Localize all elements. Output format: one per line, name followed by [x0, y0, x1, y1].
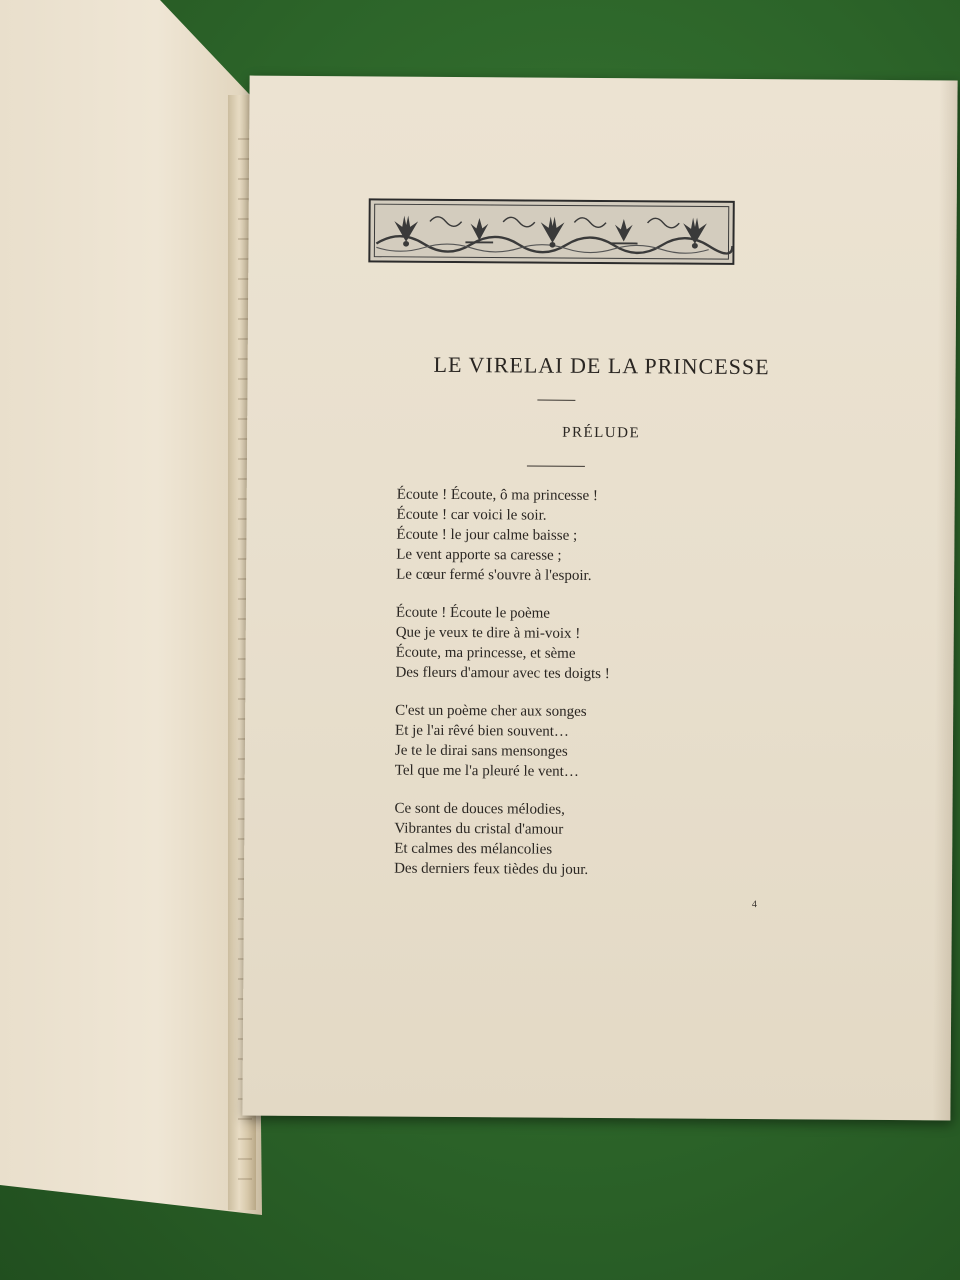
- left-book-page: [0, 0, 262, 1215]
- verse-line: Des fleurs d'amour avec tes doigts !: [395, 664, 610, 683]
- verse-line: Ce sont de douces mélodies,: [394, 800, 565, 818]
- verse-line: Et je l'ai rêvé bien souvent…: [395, 722, 570, 740]
- verse-line: Le cœur fermé s'ouvre à l'espoir.: [396, 566, 592, 584]
- verse-line: Que je veux te dire à mi-voix !: [395, 624, 581, 642]
- verse-line: Et calmes des mélancolies: [394, 840, 553, 858]
- verse-line: Vibrantes du cristal d'amour: [394, 820, 564, 838]
- verse-line: C'est un poème cher aux songes: [395, 702, 587, 720]
- subtitle-rule: [527, 465, 585, 466]
- verse-line: Je te le dirai sans mensonges: [394, 742, 568, 760]
- stanza: [394, 799, 715, 881]
- verse-line: Écoute ! Écoute le poème: [395, 604, 551, 622]
- poem-body: [394, 485, 717, 899]
- verse-line: Écoute ! le jour calme baisse ;: [396, 526, 578, 544]
- verse-line: Des derniers feux tièdes du jour.: [394, 860, 589, 878]
- poem-title: LE VIRELAI DE LA PRINCESSE: [433, 351, 770, 380]
- verse-line: Tel que me l'a pleuré le vent…: [394, 762, 579, 780]
- section-title: PRÉLUDE: [562, 424, 641, 442]
- verse-line: Écoute ! Écoute, ô ma princesse !: [396, 486, 598, 504]
- stanza: [396, 485, 717, 587]
- right-book-page: [242, 76, 957, 1121]
- page-number: 4: [751, 899, 757, 911]
- verse-line: Le vent apporte sa caresse ;: [396, 546, 562, 564]
- palmette-frieze-icon: [370, 200, 732, 263]
- verse-line: Écoute ! car voici le soir.: [396, 506, 547, 524]
- decorative-headpiece: [368, 198, 734, 265]
- stanza: [395, 701, 716, 783]
- title-rule: [537, 400, 575, 401]
- verse-line: Écoute, ma princesse, et sème: [395, 644, 576, 662]
- stanza: [395, 603, 716, 685]
